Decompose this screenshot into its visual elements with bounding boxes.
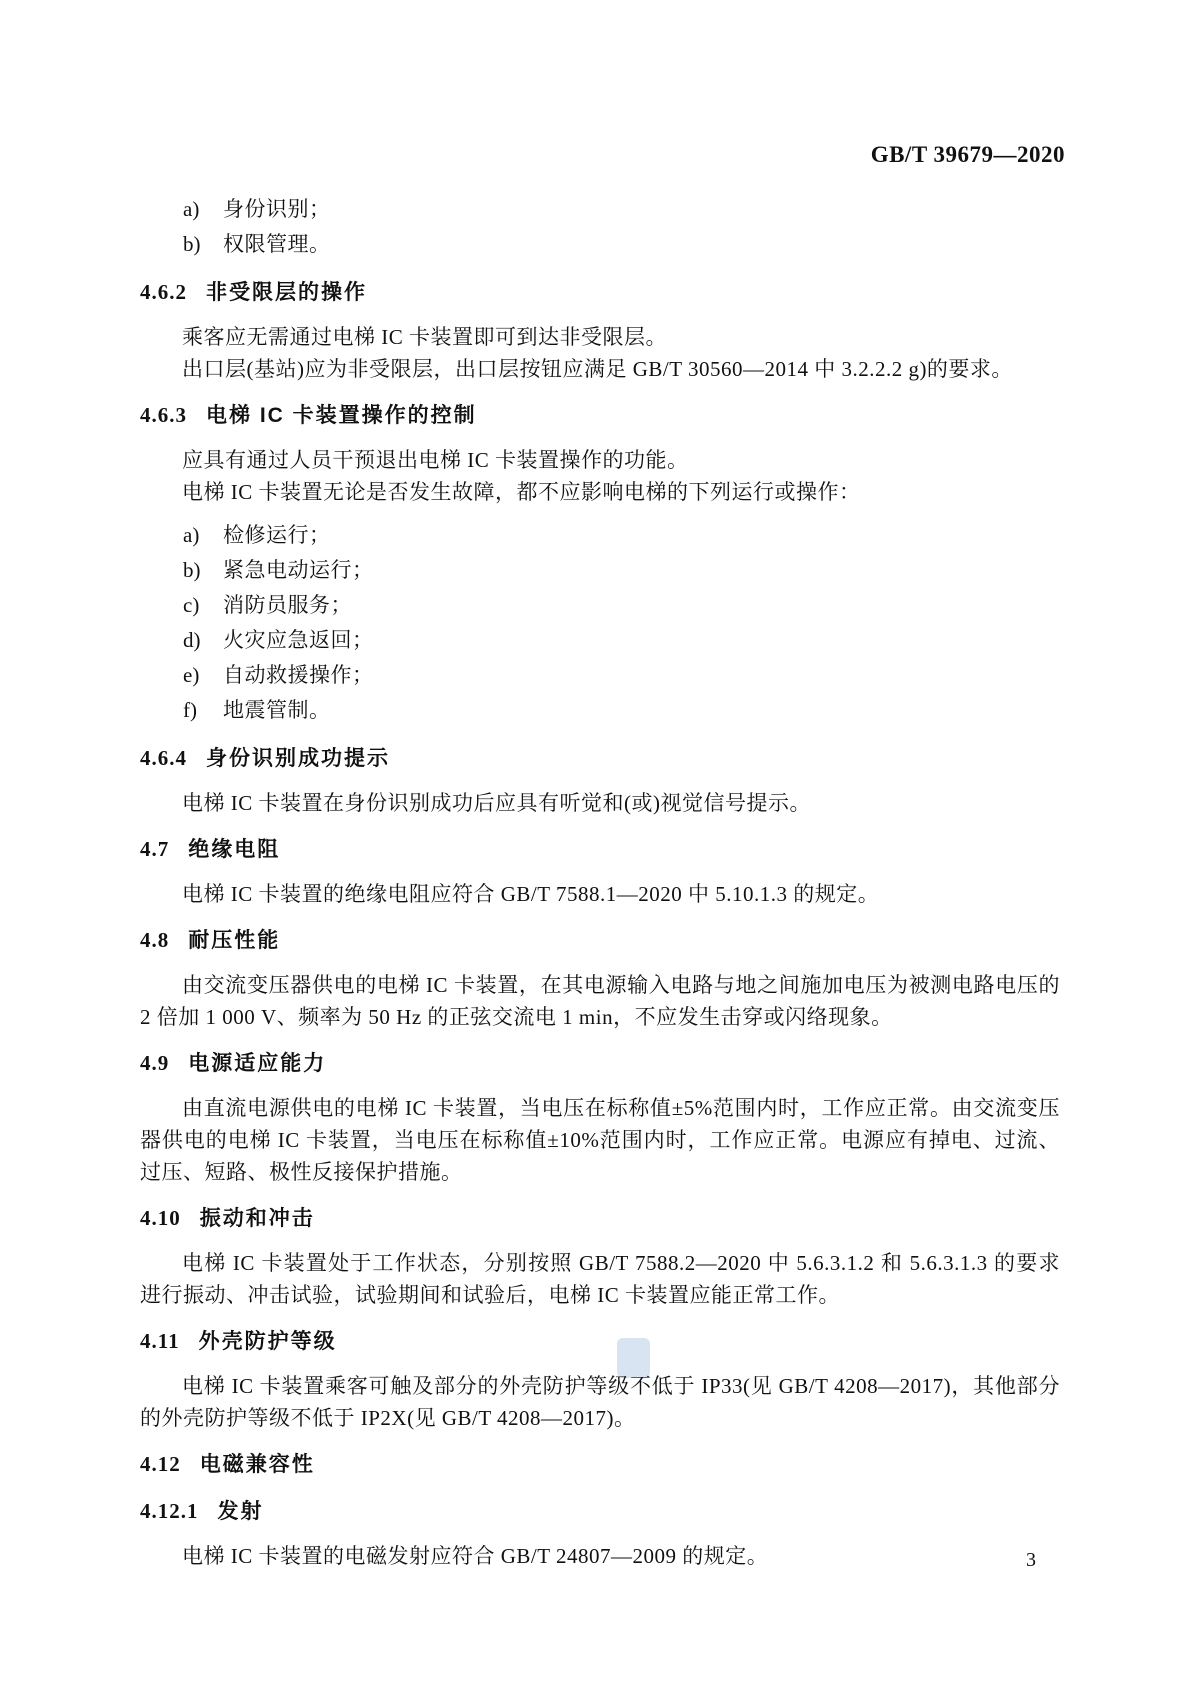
body-paragraph: 电梯 IC 卡装置在身份识别成功后应具有听觉和(或)视觉信号提示。 (182, 791, 811, 815)
list-item (140, 553, 1060, 588)
clause-number: 4.12.1 (140, 1499, 199, 1523)
list-item (140, 192, 1060, 227)
clause-heading-4-8 (140, 924, 1060, 957)
list-item-text: 火灾应急返回； (223, 628, 374, 652)
list-marker: f) (183, 698, 197, 722)
list-marker: b) (183, 232, 201, 256)
list-marker: b) (183, 558, 201, 582)
clause-title: 耐压性能 (188, 929, 281, 952)
body-paragraph: 由直流电源供电的电梯 IC 卡装置，当电压在标称值±5%范围内时，工作应正常。由交流变压器供电的电梯 IC 卡装置，当电压在标称值±10%范围内时，工作应正常。电源应有掉电、过流、过压、短路、极性反接保护措施。 (140, 1096, 1060, 1184)
list-item (140, 227, 1060, 262)
clause-number: 4.6.2 (140, 280, 187, 304)
list-marker: a) (183, 197, 200, 221)
document-body (140, 192, 1060, 1572)
clause-heading-4-7 (140, 833, 1060, 866)
clause-heading-4-12-1 (140, 1495, 1060, 1528)
clause-heading-4-9 (140, 1047, 1060, 1080)
clause-heading-4-6-4 (140, 742, 1060, 775)
clause-heading-4-6-3 (140, 399, 1060, 432)
clause-number: 4.12 (140, 1452, 181, 1476)
clause-number: 4.10 (140, 1206, 181, 1230)
list-item (140, 588, 1060, 623)
clause-heading-4-11 (140, 1325, 1060, 1358)
list-item-text: 地震管制。 (223, 698, 331, 722)
list-marker: a) (183, 523, 200, 547)
body-paragraph: 电梯 IC 卡装置无论是否发生故障，都不应影响电梯的下列运行或操作： (182, 480, 861, 504)
clause-4-6-3-list (140, 518, 1060, 728)
clause-title: 外壳防护等级 (198, 1330, 337, 1353)
body-paragraph: 电梯 IC 卡装置的绝缘电阻应符合 GB/T 7588.1—2020 中 5.10.1.3 的规定。 (182, 882, 880, 906)
clause-title: 身份识别成功提示 (206, 747, 390, 770)
body-paragraph: 电梯 IC 卡装置的电磁发射应符合 GB/T 24807—2009 的规定。 (182, 1544, 769, 1568)
list-item (140, 658, 1060, 693)
body-paragraph: 乘客应无需通过电梯 IC 卡装置即可到达非受限层。 (182, 325, 667, 349)
clause-number: 4.6.4 (140, 746, 187, 770)
list-marker: c) (183, 593, 200, 617)
list-item-text: 身份识别； (223, 197, 331, 221)
clause-number: 4.8 (140, 928, 170, 952)
standard-code: GB/T 39679—2020 (870, 142, 1065, 167)
body-paragraph: 电梯 IC 卡装置处于工作状态，分别按照 GB/T 7588.2—2020 中 5.6.3.1.2 和 5.6.3.1.3 的要求进行振动、冲击试验，试验期间和试验后，电梯 IC 卡装置应能正常工作。 (140, 1251, 1060, 1307)
body-paragraph: 出口层(基站)应为非受限层，出口层按钮应满足 GB/T 30560—2014 中 3.2.2.2 g)的要求。 (182, 357, 1013, 381)
list-marker: e) (183, 663, 200, 687)
clause-title: 绝缘电阻 (188, 838, 281, 861)
clause-heading-4-6-2 (140, 276, 1060, 309)
page-number: 3 (1026, 1549, 1036, 1571)
clause-title: 电磁兼容性 (199, 1453, 315, 1476)
list-item-text: 消防员服务； (223, 593, 352, 617)
clause-number: 4.7 (140, 837, 170, 861)
clause-heading-4-10 (140, 1202, 1060, 1235)
list-item-text: 检修运行； (223, 523, 331, 547)
list-marker: d) (183, 628, 201, 652)
clause-title: 电梯 IC 卡装置操作的控制 (206, 404, 477, 427)
clause-number: 4.11 (140, 1329, 180, 1353)
list-item (140, 518, 1060, 553)
clause-number: 4.9 (140, 1051, 170, 1075)
body-paragraph: 应具有通过人员干预退出电梯 IC 卡装置操作的功能。 (182, 448, 689, 472)
list-item (140, 623, 1060, 658)
list-item (140, 693, 1060, 728)
clause-title: 非受限层的操作 (206, 281, 367, 304)
clause-number: 4.6.3 (140, 403, 187, 427)
clause-title: 发射 (217, 1500, 264, 1523)
list-item-text: 权限管理。 (223, 232, 331, 256)
clause-title: 电源适应能力 (188, 1052, 327, 1075)
carryover-list (140, 192, 1060, 262)
clause-heading-4-12 (140, 1448, 1060, 1481)
list-item-text: 自动救援操作； (223, 663, 374, 687)
clause-title: 振动和冲击 (199, 1207, 315, 1230)
list-item-text: 紧急电动运行； (223, 558, 374, 582)
body-paragraph: 电梯 IC 卡装置乘客可触及部分的外壳防护等级不低于 IP33(见 GB/T 4208—2017)，其他部分的外壳防护等级不低于 IP2X(见 GB/T 4208—2017)。 (140, 1374, 1060, 1430)
body-paragraph: 由交流变压器供电的电梯 IC 卡装置，在其电源输入电路与地之间施加电压为被测电路电压的 2 倍加 1 000 V、频率为 50 Hz 的正弦交流电 1 min，不应发生击穿或闪络现象。 (140, 973, 1060, 1029)
